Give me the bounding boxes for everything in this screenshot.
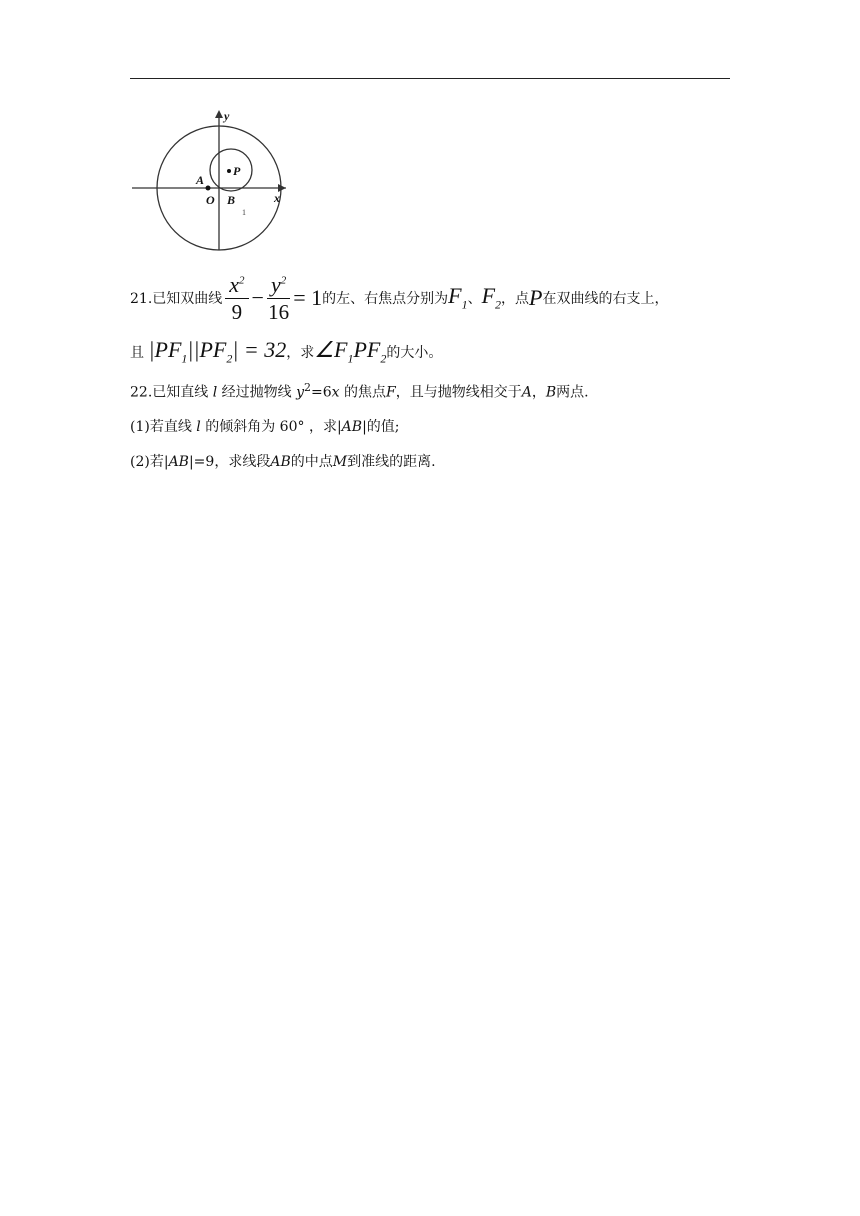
q21-branch-text: 在双曲线的右支上，: [542, 291, 669, 307]
y-arrow: [215, 110, 223, 118]
point-p-symbol: P: [529, 285, 543, 310]
small-circle: [210, 149, 252, 191]
label-corner: 1: [242, 208, 246, 217]
q21-point-text: ，点: [501, 291, 530, 307]
label-x: x: [274, 191, 280, 205]
label-b: B: [227, 193, 236, 207]
point-a: [206, 186, 211, 191]
question-21-line-2: [130, 334, 442, 370]
q21-focus-text: 的左、右焦点分别为: [322, 291, 449, 307]
question-22-part-1: (1)若直线 l 的倾斜角为 60° ，求|AB|的值;: [130, 419, 400, 435]
question-22-stem: 22.已知直线 l 经过抛物线 $y^2=6x$ 的焦点F，且与抛物线相交于A，B两点.: [130, 381, 589, 401]
q21-end-text: 的大小。: [386, 345, 443, 361]
label-p: P: [233, 164, 241, 178]
focus-f2: $F_2$: [481, 283, 502, 312]
question-21-line-1: [130, 270, 669, 326]
circle-figure: [128, 106, 293, 256]
focus-f1: $F_1$: [448, 283, 468, 312]
question-22-part-2: (2)若|AB|=9，求线段AB的中点M到准线的距离.: [130, 454, 436, 470]
point-p: [227, 169, 231, 173]
q21-prefix: 21.已知双曲线: [130, 291, 223, 307]
fraction-x2-over-9: $\frac{x^2}{9}$: [225, 274, 248, 323]
abs-product-expression: $|PF_1||PF_2| = 32$: [148, 337, 287, 366]
q21-line2-prefix: 且: [130, 345, 144, 361]
fraction-y2-over-16: $\frac{y^2}{16}$: [268, 271, 290, 324]
label-o: O: [206, 193, 215, 207]
equals-one: = 1: [293, 285, 323, 310]
label-a: A: [196, 173, 205, 187]
header-rule: [130, 78, 730, 79]
minus-sign: −: [251, 285, 264, 310]
angle-expression: $\angle F_1PF_2$: [314, 337, 387, 366]
q21-find-text: ，求: [286, 345, 315, 361]
separator: 、: [467, 291, 482, 307]
label-y: y: [224, 109, 230, 123]
